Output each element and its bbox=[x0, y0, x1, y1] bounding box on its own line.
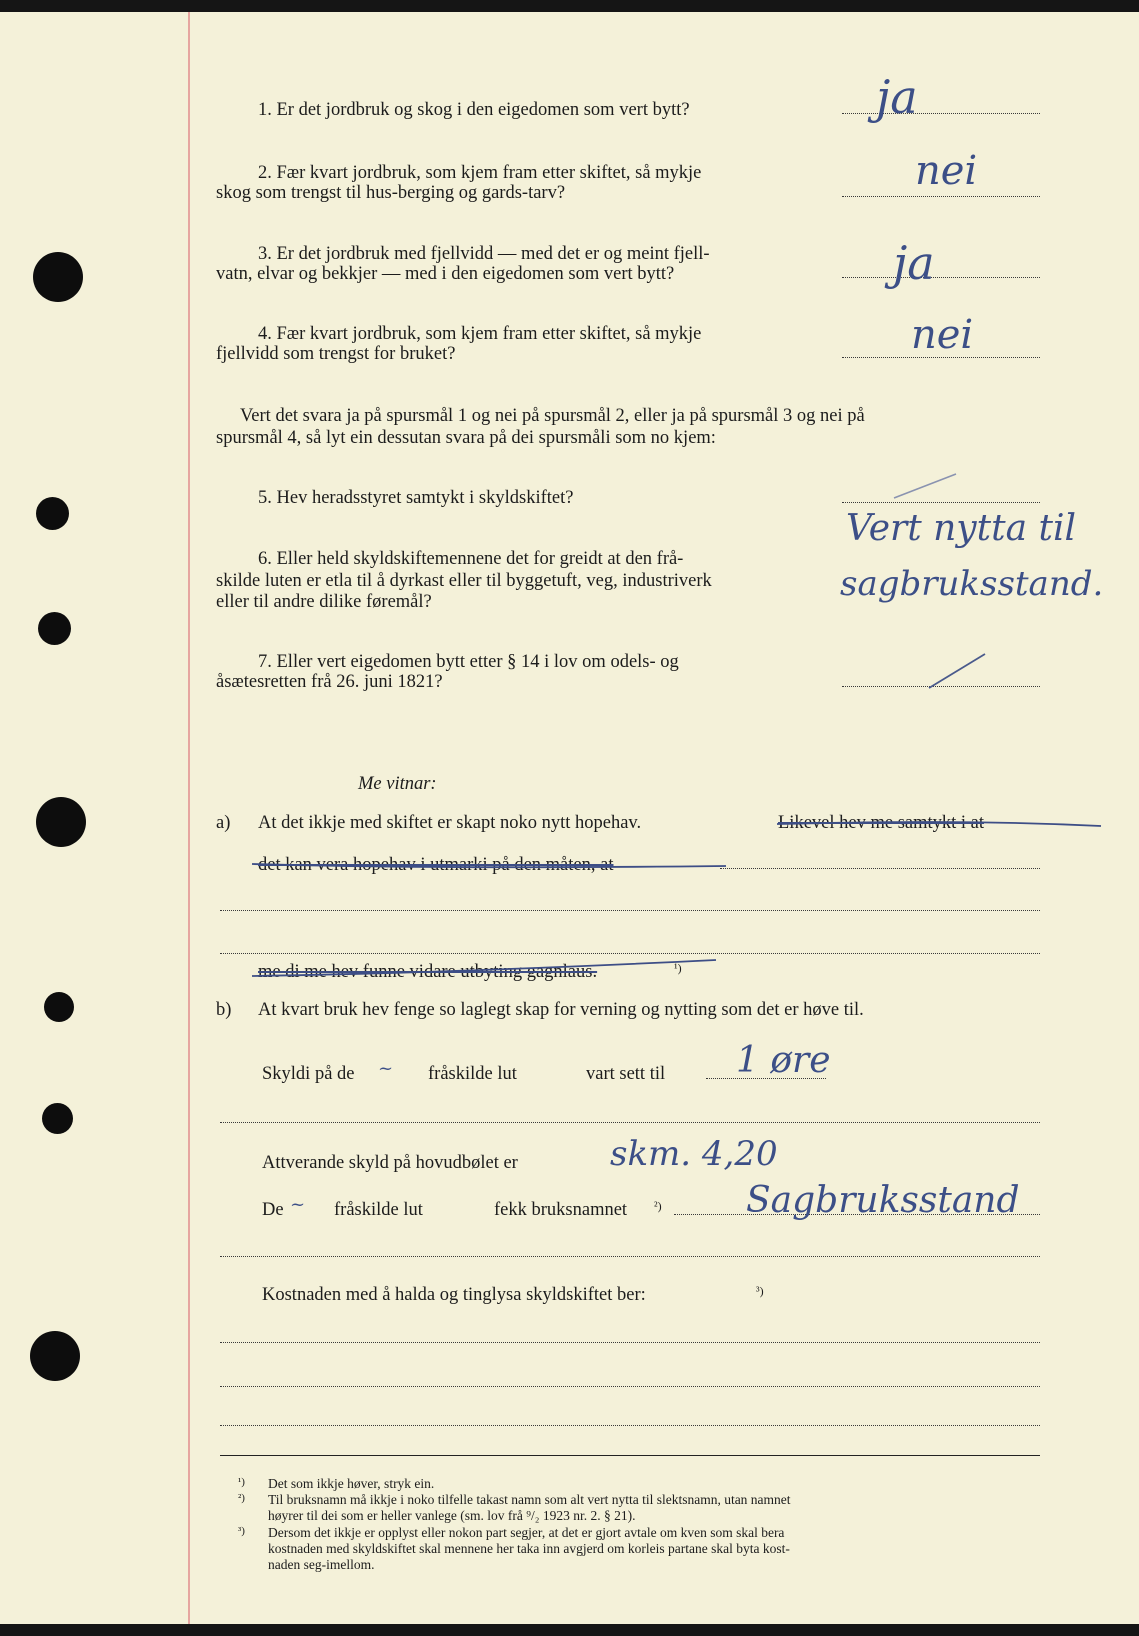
answer-line-1 bbox=[842, 113, 1040, 114]
punch-hole bbox=[42, 1103, 73, 1134]
kostnad-label: Kostnaden med å halda og tinglysa skyldskiftet ber: bbox=[262, 1285, 646, 1305]
skyld-suffix-mark: ~ bbox=[378, 1058, 394, 1079]
witness-heading: Me vitnar: bbox=[358, 774, 437, 794]
strike-line-1 bbox=[775, 812, 1105, 832]
witness-a-line-2 bbox=[220, 910, 1040, 911]
kostnad-label-note: ³) bbox=[756, 1284, 764, 1298]
witness-b-text: At kvart bruk hev fenge so laglegt skap for verning og nytting som det er høve til. bbox=[258, 1000, 864, 1020]
witness-a-struck-2: det kan vera hopehav i utmarki på den måten, at bbox=[258, 855, 614, 875]
punch-hole bbox=[36, 797, 86, 847]
footnote-2-text-line-1: Til bruksnamn må ikkje i noko tilfelle takast namn som alt vert nytta til slektsnamn, utan namnet bbox=[268, 1492, 791, 1507]
footnote-2-text-line-2: høyrer til dei som er heller vanlege (sm. lov frå ⁹/₂ 1923 nr. 2. § 21). bbox=[268, 1508, 636, 1523]
witness-a-line-1 bbox=[720, 868, 1040, 869]
answer-2-handwritten: nei bbox=[915, 148, 978, 194]
dash-mark-5 bbox=[890, 470, 960, 502]
margin-rule bbox=[188, 12, 190, 1624]
witness-a-struck-1: Likevel hev me samtykt i at bbox=[778, 813, 985, 833]
bruksnamn-label-c: fekk bruksnamnet bbox=[494, 1200, 628, 1220]
answer-line-3 bbox=[842, 277, 1040, 278]
question-2-text-line-1: 2. Fær kvart jordbruk, som kjem fram etter skiftet, så mykje bbox=[258, 163, 702, 183]
answer-line-5 bbox=[842, 502, 1040, 503]
question-6-text-line-3: eller til andre dilike føremål? bbox=[216, 592, 432, 612]
footnote-3-text-line-1: Dersom det ikkje er opplyst eller nokon part segjer, at det er gjort avtale om kven som skal bera bbox=[268, 1525, 785, 1540]
footnote-3-number: ³) bbox=[238, 1525, 245, 1537]
question-1-text: 1. Er det jordbruk og skog i den eigedomen som vert bytt? bbox=[258, 100, 690, 120]
question-3-text-line-1: 3. Er det jordbruk med fjellvidd — med det er og meint fjell- bbox=[258, 244, 710, 264]
footnote-3-text-line-2: kostnaden med skyldskiftet skal mennene her taka inn avgjerd om korleis partane skal byta kost- bbox=[268, 1541, 790, 1556]
footnote-1-number: ¹) bbox=[238, 1476, 245, 1488]
answer-4-handwritten: nei bbox=[911, 312, 974, 358]
question-4-text-line-1: 4. Fær kvart jordbruk, som kjem fram etter skiftet, så mykje bbox=[258, 324, 702, 344]
question-3-text-line-2: vatn, elvar og bekkjer — med i den eigedomen som vert bytt? bbox=[216, 264, 675, 284]
witness-a-line-3 bbox=[220, 953, 1040, 954]
punch-hole bbox=[44, 992, 74, 1022]
skyld-label-c: vart sett til bbox=[586, 1064, 666, 1084]
punch-hole bbox=[33, 252, 83, 302]
attverande-label: Attverande skyld på hovudbølet er bbox=[262, 1153, 518, 1173]
strike-line-3 bbox=[250, 958, 720, 982]
answer-3-handwritten: ja bbox=[893, 236, 935, 290]
bruksnamn-suffix-mark: ~ bbox=[290, 1194, 306, 1215]
bruksnamn-label-note: ²) bbox=[654, 1199, 662, 1213]
question-4-text-line-2: fjellvidd som trengst for bruket? bbox=[216, 344, 456, 364]
footnote-separator bbox=[220, 1455, 1040, 1456]
question-2-text-line-2: skog som trengst til hus-berging og gards-tarv? bbox=[216, 183, 566, 203]
witness-a-text: At det ikkje med skiftet er skapt noko nytt hopehav. bbox=[258, 813, 642, 833]
punch-hole bbox=[36, 497, 69, 530]
kostnad-line-3 bbox=[220, 1425, 1040, 1426]
footnote-1-text: Det som ikkje høver, stryk ein. bbox=[268, 1476, 435, 1491]
skyld-blank-line bbox=[220, 1122, 1040, 1123]
dash-mark-7 bbox=[925, 650, 989, 692]
witness-a-label: a) bbox=[216, 813, 231, 833]
question-6-text-line-1: 6. Eller held skyldskiftemennene det for greidt at den frå- bbox=[258, 549, 684, 569]
bruksnamn-label: De bbox=[262, 1200, 284, 1220]
skyld-label-b: fråskilde lut bbox=[428, 1064, 517, 1084]
footnote-2-number: ²) bbox=[238, 1492, 245, 1504]
question-5-text: 5. Hev heradsstyret samtykt i skyldskiftet? bbox=[258, 488, 574, 508]
answer-line-2 bbox=[842, 196, 1040, 197]
answer-1-handwritten: ja bbox=[876, 70, 918, 124]
punch-hole bbox=[30, 1331, 80, 1381]
kostnad-line-2 bbox=[220, 1386, 1040, 1387]
skyld-value-handwritten: 1 øre bbox=[736, 1040, 831, 1081]
bruksnamn-label-b: fråskilde lut bbox=[334, 1200, 423, 1220]
footnote-3-text-line-3: naden seg-imellom. bbox=[268, 1557, 375, 1572]
conditional-intro-line-1: Vert det svara ja på spursmål 1 og nei på spursmål 2, eller ja på spursmål 3 og nei på bbox=[240, 406, 865, 426]
question-7-text-line-1: 7. Eller vert eigedomen bytt etter § 14 i lov om odels- og bbox=[258, 652, 679, 672]
kostnad-line-1 bbox=[220, 1342, 1040, 1343]
conditional-intro-line-2: spursmål 4, så lyt ein dessutan svara på dei spursmåli som no kjem: bbox=[216, 428, 716, 448]
bruksnamn-value-handwritten: Sagbruksstand bbox=[746, 1180, 1020, 1221]
witness-a-struck-3-note: ¹) bbox=[674, 961, 682, 975]
scan-top-border bbox=[0, 0, 1139, 12]
strike-line-2 bbox=[250, 856, 730, 876]
witness-a-struck-3: me di me hev funne vidare utbyting gagnlaus. bbox=[258, 962, 598, 982]
punch-hole bbox=[38, 612, 71, 645]
attverande-value-handwritten: skm. 4,20 bbox=[610, 1134, 778, 1174]
answer-6-handwritten-line-1: Vert nytta til bbox=[846, 508, 1076, 549]
answer-6-handwritten-line-2: sagbruksstand. bbox=[840, 564, 1104, 604]
question-7-text-line-2: åsætesretten frå 26. juni 1821? bbox=[216, 672, 443, 692]
skyld-label: Skyldi på de bbox=[262, 1064, 355, 1084]
question-6-text-line-2: skilde luten er etla til å dyrkast eller til byggetuft, veg, industriverk bbox=[216, 571, 712, 591]
bruksnamn-blank-line bbox=[220, 1256, 1040, 1257]
scan-bottom-border bbox=[0, 1624, 1139, 1636]
witness-b-label: b) bbox=[216, 1000, 232, 1020]
